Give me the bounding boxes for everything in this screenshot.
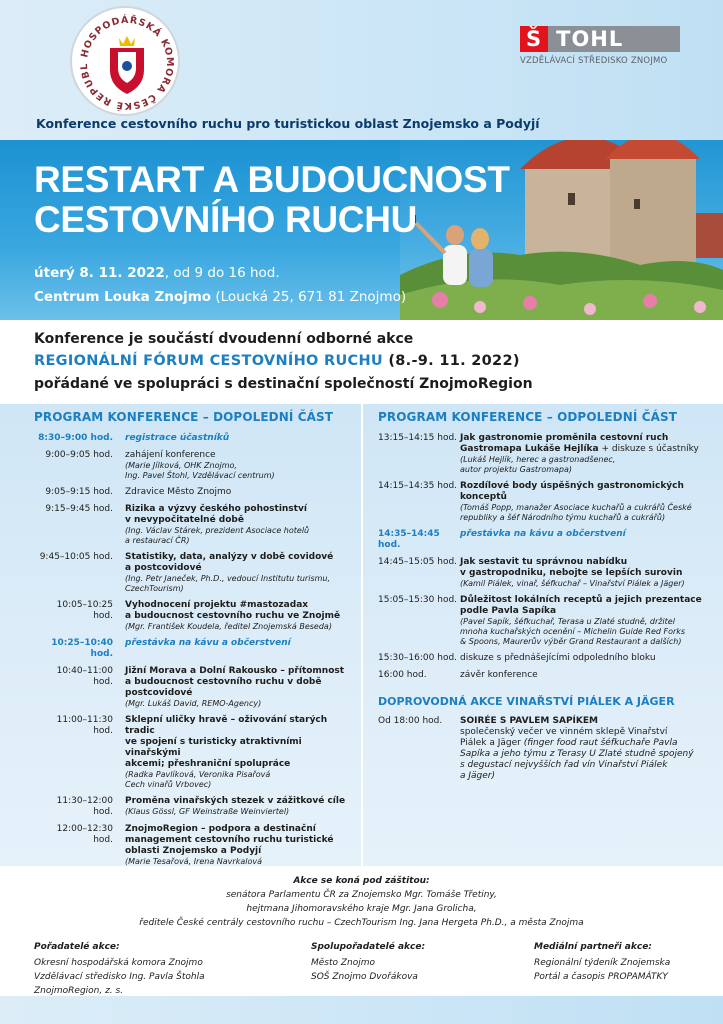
organizers: [34, 940, 205, 998]
media-partners-heading: Mediální partneři akce:: [534, 942, 652, 952]
intro-block: [0, 320, 723, 402]
morning-item-time: 9:05–9:15 hod.: [45, 487, 113, 497]
afternoon-item-row: [378, 670, 708, 681]
side-event-text: [460, 727, 708, 782]
hero-title: [34, 160, 510, 240]
event-place: [34, 289, 406, 305]
media-partners: [534, 940, 670, 984]
morning-item-title-text: Zdravice Město Znojmo: [125, 487, 232, 497]
side-event-title: SOIRÉE S PAVLEM SAPÍKEM: [460, 716, 598, 726]
morning-item-content: [125, 487, 354, 498]
afternoon-item-time: 13:15–14:15 hod.: [378, 433, 458, 443]
afternoon-item-time: 14:45–15:05 hod.: [378, 557, 458, 567]
afternoon-item-title: [460, 529, 708, 540]
side-event-heading: DOPROVODNÁ AKCE VINAŘSTVÍ PIÁLEK A JÄGER: [378, 695, 675, 708]
afternoon-item-content: [460, 670, 708, 681]
morning-item-row: [34, 715, 354, 790]
morning-item-row: [34, 666, 354, 709]
morning-item-content: [125, 433, 354, 444]
afternoon-item-time: 14:35–14:45 hod.: [378, 529, 440, 550]
afternoon-item-speaker-note: (Pavel Sapík, šéfkuchař, Terasa u Zlaté studně, držitel mnoha kuchařských ocenění – Michelin Guide Red Forks & Spoons, Maurerův výběr Grand Restaurant a dalších): [460, 617, 686, 646]
morning-item-time: 11:00–11:30 hod.: [56, 715, 113, 736]
intro-line3: pořádané ve spolupráci s destinační společností ZnojmoRegion: [34, 376, 533, 392]
program-afternoon: [378, 410, 708, 788]
morning-item-title-text: Rizika a výzvy českého pohostinství v nevypočitatelné době: [125, 504, 307, 525]
footer-band: [0, 996, 723, 1024]
afternoon-item-title-text: Rozdílové body úspěšných gastronomických konceptů: [460, 481, 684, 502]
morning-item-speaker-note: (Marie Jílková, OHK Znojmo, Ing. Pavel Štohl, Vzdělávací centrum): [125, 461, 275, 480]
morning-item-title-text: Proměna vinařských stezek v zážitkové cíle: [125, 796, 346, 806]
morning-item-title-text: přestávka na kávu a občerstvení: [125, 638, 291, 648]
morning-item-content: [125, 638, 354, 660]
afternoon-item-content: [460, 529, 708, 551]
afternoon-item-time: 15:05–15:30 hod.: [378, 595, 458, 605]
organizers-heading: Pořadatelé akce:: [34, 942, 120, 952]
morning-item-time: 12:00–12:30 hod.: [56, 824, 113, 845]
morning-item-title-text: registrace účastníků: [125, 433, 230, 443]
intro-forum-range: (8.-9. 11. 2022): [383, 353, 520, 369]
morning-item-row: [34, 638, 354, 660]
event-place-rest: (Loucká 25, 671 81 Znojmo): [211, 289, 407, 305]
afternoon-item-title-text: Jak sestavit tu správnou nabídku v gastropodniku, nebojte se lepších surovin: [460, 557, 683, 578]
morning-item-speaker-note: (Ing. Petr Janeček, Ph.D., vedoucí Institutu turismu, CzechTourism): [125, 574, 331, 593]
event-date-rest: , od 9 do 16 hod.: [164, 265, 280, 281]
afternoon-item-title-text: Jak gastronomie proměnila cestovní ruch Gastromapa Lukáše Hejlíka: [460, 433, 669, 454]
afternoon-item-title-text: Důležitost lokálních receptů a jejich prezentace podle Pavla Sapíka: [460, 595, 702, 616]
morning-item-time: 8:30–9:00 hod.: [38, 433, 113, 443]
afternoon-item-title-text: diskuze s přednášejícími odpoledního bloku: [460, 653, 656, 663]
morning-item-title: [125, 638, 354, 649]
morning-item-content: [125, 552, 354, 594]
media-partner-item: Regionální týdeník Znojemska: [534, 958, 671, 968]
afternoon-item-row: [378, 529, 708, 551]
organizer-item: Vzdělávací středisko Ing. Pavla Štohla: [34, 972, 205, 982]
morning-item-row: [34, 796, 354, 818]
morning-item-title-text: Statistiky, data, analýzy v době covidové a postcovidové: [125, 552, 334, 573]
morning-item-title-text: Vyhodnocení projektu #mastozadax a budoucnost cestovního ruchu ve Znojmě: [125, 600, 341, 621]
morning-item-row: [34, 504, 354, 546]
afternoon-item-row: [378, 557, 708, 589]
afternoon-item-title-text: závěr konference: [460, 670, 538, 680]
morning-item-title: [125, 715, 354, 770]
afternoon-item-title: [460, 653, 708, 664]
media-partner-item: Portál a časopis PROPAMÁTKY: [534, 972, 668, 982]
morning-item-content: [125, 450, 354, 481]
afternoon-item-title: [460, 481, 708, 503]
event-date-bold: úterý 8. 11. 2022: [34, 265, 165, 281]
side-event-time: Od 18:00 hod.: [378, 716, 443, 726]
morning-item-time: 9:45–10:05 hod.: [39, 552, 113, 562]
afternoon-item-content: [460, 595, 708, 647]
morning-item-row: [34, 450, 354, 481]
afternoon-item-speaker-note: (Tomáš Popp, manažer Asociace kuchařů a cukrářů České republiky a šéf Národního týmu kuchařů a cukrářů): [460, 503, 692, 522]
program-divider: [361, 404, 363, 866]
chamber-seal-icon: [72, 8, 182, 118]
morning-item-title: [125, 433, 354, 444]
morning-item-time: 10:40–11:00 hod.: [56, 666, 113, 687]
afternoon-item-title: [460, 557, 708, 579]
afternoon-item-content: [460, 557, 708, 589]
morning-item-title: [125, 666, 354, 699]
afternoon-item-title-tail: + diskuze s účastníky: [598, 444, 699, 454]
morning-item-content: [125, 504, 354, 546]
afternoon-item-speaker-note: (Lukáš Hejlík, herec a gastronadšenec, autor projektu Gastromapa): [460, 455, 616, 474]
morning-item-row: [34, 600, 354, 632]
stohl-wordmark: [520, 26, 680, 52]
stohl-subtitle: VZDĚLÁVACÍ STŘEDISKO ZNOJMO: [520, 56, 668, 66]
afternoon-item-time: 15:30–16:00 hod.: [378, 653, 458, 663]
morning-item-title: [125, 487, 354, 498]
side-event-row: [378, 716, 708, 782]
morning-item-content: [125, 600, 354, 632]
coorganizers: [311, 940, 425, 984]
hero-title-line1: RESTART A BUDOUCNOST: [34, 159, 510, 200]
morning-item-content: [125, 666, 354, 709]
chamber-logo: [70, 6, 180, 116]
morning-item-time: 9:15–9:45 hod.: [45, 504, 113, 514]
program-morning: [34, 410, 354, 911]
program-morning-list: [34, 433, 354, 905]
auspices-heading: Akce se koná pod záštitou:: [293, 876, 430, 886]
program-morning-heading: PROGRAM KONFERENCE – DOPOLEDNÍ ČÁST: [34, 410, 334, 424]
stohl-wordmark-rest: TOHL: [548, 26, 680, 52]
afternoon-item-content: [460, 433, 708, 475]
afternoon-item-title: [460, 433, 708, 455]
afternoon-item-title: [460, 670, 708, 681]
event-place-bold: Centrum Louka Znojmo: [34, 289, 212, 305]
morning-item-title-text: ZnojmoRegion – podpora a destinační management cestovního ruchu turistické oblasti Znojemsko a Podyjí: [125, 824, 334, 856]
morning-item-content: [125, 715, 354, 790]
conference-subtitle: Konference cestovního ruchu pro turistickou oblast Znojemsko a Podyjí: [36, 116, 540, 131]
afternoon-item-title: [460, 595, 708, 617]
organizer-item: ZnojmoRegion, z. s.: [34, 986, 124, 996]
side-event-text-a: společenský večer ve vinném sklepě Vinařství Piálek a Jäger: [460, 727, 668, 748]
svg-text:HOSPODÁŘSKÁ KOMORA ČESKÉ REPUB: HOSPODÁŘSKÁ KOMORA ČESKÉ REPUBL: [78, 14, 176, 112]
morning-item-speaker-note: (Klaus Gössl, GF Weinstraße Weinviertel): [125, 807, 290, 816]
morning-item-content: [125, 796, 354, 818]
afternoon-item-time: 16:00 hod.: [378, 670, 427, 680]
afternoon-item-title-text: přestávka na kávu a občerstvení: [460, 529, 626, 539]
morning-item-speaker-note: (Radka Pavlíková, Veronika Pisařová Cech vinařů Vrbovec): [125, 770, 271, 789]
morning-item-speaker-note: (Mgr. Lukáš David, REMO-Agency): [125, 699, 262, 708]
program-afternoon-list: [378, 433, 708, 681]
morning-item-title-text: zahájení konference: [125, 450, 216, 460]
intro-forum-name: REGIONÁLNÍ FÓRUM CESTOVNÍHO RUCHU: [34, 353, 383, 369]
morning-item-title-text: Sklepní uličky hravě – oživování starých tradic ve spojení s turisticky atraktivními vinařskými akcemi; přeshraniční spolupráce: [125, 715, 328, 769]
auspices-line1: senátora Parlamentu ČR za Znojemsko Mgr. Tomáše Třetiny,: [226, 890, 497, 900]
morning-item-title: [125, 796, 354, 807]
afternoon-item-row: [378, 653, 708, 664]
afternoon-item-speaker-note: (Kamil Piálek, vinař, šéfkuchař – Vinařství Piálek a Jäger): [460, 579, 685, 588]
intro-line1: Konference je součástí dvoudenní odborné akce: [34, 331, 414, 347]
afternoon-item-content: [460, 481, 708, 523]
morning-item-time: 11:30–12:00 hod.: [56, 796, 113, 817]
auspices-line3: ředitele České centrály cestovního ruchu – CzechTourism Ing. Jana Hergeta Ph.D., a města Znojma: [139, 918, 584, 928]
morning-item-row: [34, 487, 354, 498]
intro-forum-title: [34, 353, 520, 369]
auspices-line2: hejtmana Jihomoravského kraje Mgr. Jana Grolicha,: [246, 904, 477, 914]
stohl-logo: [520, 26, 680, 76]
morning-item-row: [34, 433, 354, 444]
afternoon-item-row: [378, 595, 708, 647]
hero-title-line2: CESTOVNÍHO RUCHU: [34, 199, 418, 240]
morning-item-time: 10:25–10:40 hod.: [51, 638, 113, 659]
afternoon-item-time: 14:15–14:35 hod.: [378, 481, 458, 491]
organizer-item: Okresní hospodářská komora Znojmo: [34, 958, 203, 968]
side-event-content: [460, 716, 708, 782]
coorganizer-item: SOŠ Znojmo Dvořákova: [311, 972, 418, 982]
afternoon-item-row: [378, 481, 708, 523]
morning-item-speaker-note: (Mgr. František Koudela, ředitel Znojemská Beseda): [125, 622, 332, 631]
morning-item-title-text: Jižní Morava a Dolní Rakousko – přítomnost a budoucnost cestovního ruchu v době postcovidové: [125, 666, 345, 698]
morning-item-row: [34, 552, 354, 594]
morning-item-time: 10:05–10:25 hod.: [56, 600, 113, 621]
stohl-wordmark-s: Š: [520, 26, 548, 52]
afternoon-item-content: [460, 653, 708, 664]
afternoon-item-row: [378, 433, 708, 475]
morning-item-title: [125, 450, 354, 461]
morning-item-title: [125, 552, 354, 574]
coorganizers-heading: Spolupořadatelé akce:: [311, 942, 426, 952]
morning-item-speaker-note: (Marie Tesařová, Irena Navrkalová: [125, 857, 262, 866]
morning-item-speaker-note: (Ing. Václav Stárek, prezident Asociace hotelů a restaurací ČR): [125, 526, 310, 545]
program-afternoon-heading: PROGRAM KONFERENCE – ODPOLEDNÍ ČÁST: [378, 410, 678, 424]
morning-item-title: [125, 600, 354, 622]
morning-item-title: [125, 504, 354, 526]
morning-item-time: 9:00–9:05 hod.: [45, 450, 113, 460]
morning-item-title: [125, 824, 354, 857]
side-event-text-b: (finger food raut šéfkuchaře Pavla Sapíka a jeho týmu z Terasy U Zlaté studně spojený s degustací nejvyšších řad vín Vinařství Piálek a Jäger): [460, 738, 694, 781]
coorganizer-item: Město Znojmo: [311, 958, 376, 968]
event-date: [34, 265, 280, 281]
